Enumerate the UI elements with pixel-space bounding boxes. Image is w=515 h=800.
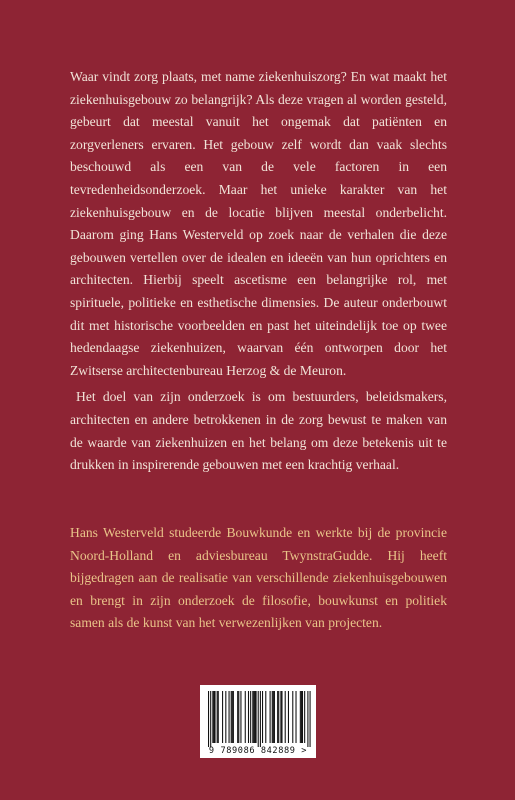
barcode-bar xyxy=(250,691,251,743)
isbn-digits: 9 789086 842889 > xyxy=(208,746,308,756)
blurb xyxy=(70,66,447,477)
barcode-bar xyxy=(218,691,219,743)
blurb-paragraph-2: Het doel van zijn onderzoek is om bestuurders, beleidsmakers, architecten en andere betrokkenen in de zorg bewust te maken van de waarde van ziekenhuizen en het belang om deze betekenis uit te drukken in inspirerende gebouwen met een krachtig verhaal. xyxy=(70,389,447,473)
barcode-bar xyxy=(274,691,275,743)
barcode-bar xyxy=(213,691,214,743)
barcode-bar xyxy=(217,691,218,743)
isbn-barcode xyxy=(200,685,316,758)
barcode-bar xyxy=(248,691,249,743)
barcode-bar xyxy=(273,691,274,743)
barcode-bar xyxy=(208,691,209,747)
barcode-bar xyxy=(232,691,233,743)
barcode-bar xyxy=(237,691,238,743)
barcode-bar xyxy=(225,691,226,743)
barcode-bar xyxy=(280,691,281,743)
barcode-bar xyxy=(222,691,223,743)
barcode-bar xyxy=(260,691,261,747)
barcode-bar xyxy=(231,691,232,743)
barcode-bar xyxy=(245,691,246,743)
blurb-paragraph-1: Waar vindt zorg plaats, met name ziekenhuiszorg? En wat maakt het ziekenhuisgebouw zo belangrijk? Als deze vragen al worden gesteld, gebeurt dat meestal vanuit het ongemak dat patiënten en zorgverleners ervaren. Het gebouw zelf wordt dan vaak slechts beschouwd als een van de vele factoren in een tevredenheidsonderzoek. Maar het unieke karakter van het ziekenhuisgebouw en de locatie blijven meestal onderbelicht. Daarom ging Hans Westerveld op zoek naar de verhalen die deze gebouwen vertellen over de idealen en ideeën van hun oprichters en architecten. Hierbij speelt ascetisme een belangrijke rol, met spirituele, politieke en esthetische dimensies. De auteur onderbouwt dit met historische voorbeelden en past het uiteindelijk toe op twee hedendaagse ziekenhuizen, waarvan één ontworpen door het Zwitserse architectenbureau Herzog & de Meuron. xyxy=(70,69,447,378)
barcode-bar xyxy=(302,691,303,743)
barcode-bar xyxy=(258,691,259,747)
barcode-bar xyxy=(295,691,296,743)
barcode-bar xyxy=(238,691,239,743)
barcode-bar xyxy=(307,691,308,747)
barcode-bars xyxy=(200,685,316,747)
barcode-bar xyxy=(252,691,253,743)
barcode-bar xyxy=(285,691,286,743)
barcode-bar xyxy=(300,691,301,743)
barcode-bar xyxy=(229,691,230,743)
barcode-bar xyxy=(240,691,241,743)
barcode-bar xyxy=(233,691,234,743)
barcode-bar xyxy=(277,691,278,743)
barcode-bar xyxy=(265,691,266,743)
barcode-bar xyxy=(256,691,257,743)
barcode-bar xyxy=(262,691,263,743)
barcode-bar xyxy=(310,691,311,747)
barcode-bar xyxy=(212,691,213,743)
author-bio: Hans Westerveld studeerde Bouwkunde en werkte bij de provincie Noord-Holland en adviesbureau TwynstraGudde. Hij heeft bijgedragen aan de realisatie van verschillende ziekenhuisgebouwen en brengt in zijn onderzoek de filosofie, bouwkunst en politiek samen als de kunst van het verwezenlijken van projecten. xyxy=(70,525,447,631)
barcode-bar xyxy=(281,691,282,743)
barcode-bar xyxy=(270,691,271,743)
barcode-bar xyxy=(253,691,254,743)
barcode-bar xyxy=(288,691,289,743)
barcode-bar xyxy=(210,691,211,747)
barcode-bar xyxy=(214,691,215,743)
barcode-bar xyxy=(292,691,293,743)
barcode-bar xyxy=(301,691,302,743)
barcode-bar xyxy=(304,691,305,743)
barcode-bar xyxy=(278,691,279,743)
barcode-bar xyxy=(254,691,255,743)
barcode-bar xyxy=(272,691,273,743)
